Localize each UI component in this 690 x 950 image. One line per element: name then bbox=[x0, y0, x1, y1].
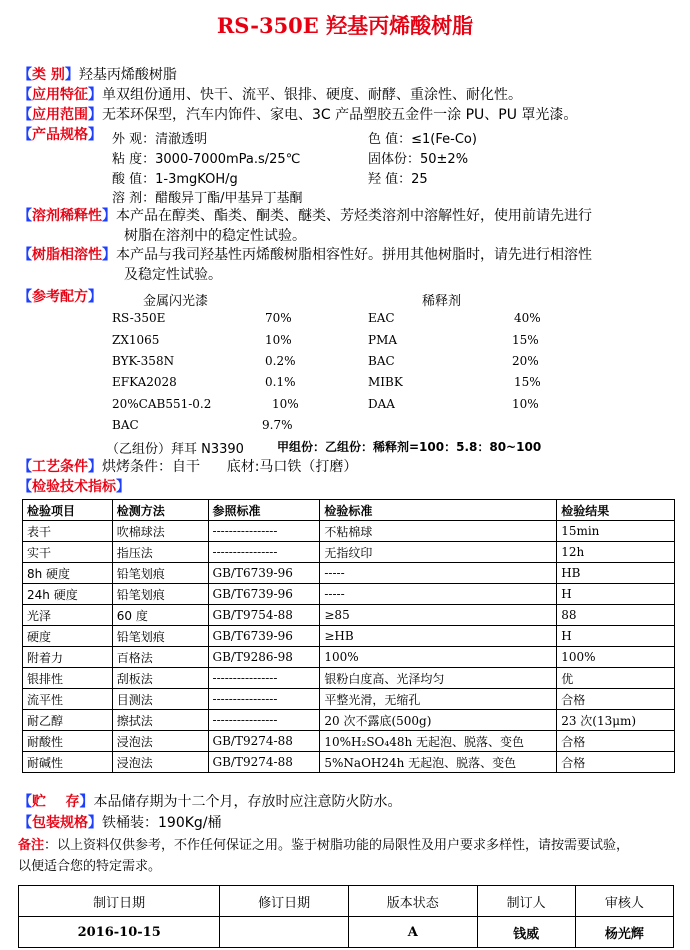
formula-left-value: 10% bbox=[272, 397, 299, 411]
formula-left-name: ZX1065 bbox=[112, 333, 160, 347]
formula-right-value: 40% bbox=[514, 311, 541, 325]
formula-right-value: 15% bbox=[512, 333, 539, 347]
label-formula: 参考配方 bbox=[32, 289, 88, 305]
formula-left-value: 0.1% bbox=[265, 375, 296, 389]
revision-header-cell: 制订日期 bbox=[19, 886, 220, 917]
table-cell: H bbox=[557, 626, 675, 647]
label-note: 备注 bbox=[18, 838, 45, 853]
table-cell: 5%NaOH24h 无起泡、脱落、变色 bbox=[320, 752, 557, 773]
table-cell: 浸泡法 bbox=[112, 731, 208, 752]
table-cell: 无指纹印 bbox=[320, 542, 557, 563]
table-row bbox=[23, 731, 675, 752]
section-storage: 【贮 存】本品储存期为十二个月，存放时应注意防火防水。 bbox=[18, 794, 402, 810]
table-cell: 优 bbox=[557, 668, 675, 689]
table-cell: ---------------- bbox=[208, 710, 320, 731]
table-row bbox=[23, 710, 675, 731]
table-cell: 百格法 bbox=[112, 647, 208, 668]
table-cell: HB bbox=[557, 563, 675, 584]
value-note-line2: 以便适合您的特定需求。 bbox=[18, 859, 162, 874]
label-features: 应用特征 bbox=[32, 87, 88, 103]
formula-right-name: DAA bbox=[368, 397, 395, 411]
table-cell: GB/T6739-96 bbox=[208, 563, 320, 584]
revision-header-row bbox=[19, 886, 674, 917]
table-cell: 铅笔划痕 bbox=[112, 563, 208, 584]
table-cell: ≥85 bbox=[320, 605, 557, 626]
table-cell: 10%H₂SO₄48h 无起泡、脱落、变色 bbox=[320, 731, 557, 752]
label-storage: 贮 存 bbox=[32, 794, 80, 810]
value-dilution-line2: 树脂在溶剂中的稳定性试验。 bbox=[124, 228, 306, 244]
table-row bbox=[23, 521, 675, 542]
test-header-cell: 参照标准 bbox=[208, 500, 320, 521]
value-category: 羟基丙烯酸树脂 bbox=[78, 67, 177, 83]
test-header-cell: 检验项目 bbox=[23, 500, 113, 521]
section-process: 【工艺条件】烘烤条件：自干 底材:马口铁（打磨） bbox=[18, 459, 358, 475]
test-header-cell: 检测方法 bbox=[112, 500, 208, 521]
table-row bbox=[23, 689, 675, 710]
table-cell: 表干 bbox=[23, 521, 113, 542]
formula-right-value: 10% bbox=[512, 397, 539, 411]
table-cell: 实干 bbox=[23, 542, 113, 563]
formula-left-name: 20%CAB551-0.2 bbox=[112, 397, 212, 411]
value-dilution-line1: 本产品在醇类、酯类、酮类、醚类、芳烃类溶剂中溶解性好，使用前请先进行 bbox=[116, 208, 592, 224]
formula-left-heading: 金属闪光漆 bbox=[143, 294, 209, 309]
revision-value-cell: 钱威 bbox=[477, 917, 575, 948]
section-compat: 【树脂相溶性】本产品与我司羟基性丙烯酸树脂相容性好。拼用其他树脂时，请先进行相溶性 bbox=[18, 247, 592, 263]
table-cell: 15min bbox=[557, 521, 675, 542]
revision-header-cell: 制订人 bbox=[477, 886, 575, 917]
value-features: 单双组份通用、快干、流平、银排、硬度、耐酵、重涂性、耐化性。 bbox=[102, 87, 522, 103]
table-cell: ----- bbox=[320, 563, 557, 584]
page-title: RS-350E 羟基丙烯酸树脂 bbox=[216, 13, 474, 38]
value-note-line1: ：以上资料仅供参考，不作任何保证之用。鉴于树脂功能的局限性及用户要求多样性，请按需要试验， bbox=[44, 838, 630, 853]
table-cell: 指压法 bbox=[112, 542, 208, 563]
revision-value-row bbox=[19, 917, 674, 948]
revision-header-cell: 修订日期 bbox=[220, 886, 349, 917]
table-cell: GB/T6739-96 bbox=[208, 584, 320, 605]
spec-solvent: 溶 剂：醋酸异丁酯/甲基异丁基酮 bbox=[112, 191, 303, 206]
table-cell: GB/T9274-88 bbox=[208, 731, 320, 752]
table-cell: ≥HB bbox=[320, 626, 557, 647]
formula-right-name: PMA bbox=[368, 333, 398, 347]
formula-b-component: （乙组份）拜耳 N3390 bbox=[106, 442, 244, 457]
table-cell: 100% bbox=[320, 647, 557, 668]
table-cell: ---------------- bbox=[208, 668, 320, 689]
label-process: 工艺条件 bbox=[32, 459, 88, 475]
section-package: 【包装规格】铁桶装：190Kg/桶 bbox=[18, 815, 222, 831]
test-header-cell: 检验结果 bbox=[557, 500, 675, 521]
formula-left-name: EFKA2028 bbox=[112, 375, 177, 389]
table-cell: 银排性 bbox=[23, 668, 113, 689]
test-table bbox=[22, 499, 675, 773]
revision-header-cell: 版本状态 bbox=[348, 886, 477, 917]
table-cell: 耐酸性 bbox=[23, 731, 113, 752]
formula-right-name: MIBK bbox=[368, 375, 403, 389]
table-cell: 不粘棉球 bbox=[320, 521, 557, 542]
table-cell: ---------------- bbox=[208, 689, 320, 710]
formula-right-name: EAC bbox=[368, 311, 395, 325]
table-row bbox=[23, 542, 675, 563]
table-cell: GB/T6739-96 bbox=[208, 626, 320, 647]
formula-left-name: BYK-358N bbox=[112, 354, 175, 368]
spec-color: 色 值：≤1(Fe-Co) bbox=[368, 132, 477, 147]
table-row bbox=[23, 626, 675, 647]
table-cell: 擦拭法 bbox=[112, 710, 208, 731]
label-package: 包装规格 bbox=[32, 815, 88, 831]
table-cell: 24h 硬度 bbox=[23, 584, 113, 605]
formula-right-value: 15% bbox=[514, 375, 541, 389]
table-cell: 23 次(13μm) bbox=[557, 710, 675, 731]
section-specs: 【产品规格】 bbox=[18, 127, 102, 143]
revision-value-cell: A bbox=[348, 917, 477, 948]
table-row bbox=[23, 647, 675, 668]
table-cell: 刮板法 bbox=[112, 668, 208, 689]
table-cell: 铅笔划痕 bbox=[112, 584, 208, 605]
table-cell: GB/T9754-88 bbox=[208, 605, 320, 626]
revision-value-cell: 杨光辉 bbox=[575, 917, 673, 948]
section-scope: 【应用范围】无苯环保型，汽车内饰件、家电、3C 产品塑胶五金件一涂 PU、PU 罩光漆。 bbox=[18, 107, 578, 123]
formula-left-value: 0.2% bbox=[265, 354, 296, 368]
table-cell: ----- bbox=[320, 584, 557, 605]
table-row bbox=[23, 752, 675, 773]
formula-ratio: 甲组份：乙组份：稀释剂=100：5.8：80~100 bbox=[277, 440, 542, 454]
spec-solid: 固体份：50±2% bbox=[368, 152, 469, 167]
table-cell: 银粉白度高、光泽均匀 bbox=[320, 668, 557, 689]
table-cell: 耐乙醇 bbox=[23, 710, 113, 731]
formula-left-value: 70% bbox=[265, 311, 292, 325]
section-formula: 【参考配方】 bbox=[18, 289, 102, 305]
table-cell: ---------------- bbox=[208, 542, 320, 563]
table-cell: 耐碱性 bbox=[23, 752, 113, 773]
value-storage: 本品储存期为十二个月，存放时应注意防火防水。 bbox=[93, 794, 402, 810]
table-cell: 平整光滑，无缩孔 bbox=[320, 689, 557, 710]
table-cell: 合格 bbox=[557, 752, 675, 773]
table-cell: 20 次不露底(500g) bbox=[320, 710, 557, 731]
value-package: 铁桶装：190Kg/桶 bbox=[102, 815, 222, 831]
value-process: 烘烤条件：自干 底材:马口铁（打磨） bbox=[102, 459, 358, 475]
spec-acid: 酸 值：1-3mgKOH/g bbox=[112, 172, 238, 187]
section-note bbox=[18, 836, 629, 855]
spec-viscosity: 粘 度：3000-7000mPa.s/25℃ bbox=[112, 152, 301, 167]
formula-left-name: RS-350E bbox=[112, 311, 166, 325]
table-cell: 88 bbox=[557, 605, 675, 626]
table-cell: ---------------- bbox=[208, 521, 320, 542]
table-cell: 合格 bbox=[557, 731, 675, 752]
formula-right-heading: 稀释剂 bbox=[422, 294, 462, 309]
section-test: 【检验技术指标】 bbox=[18, 479, 130, 495]
formula-left-value: 10% bbox=[265, 333, 292, 347]
table-cell: H bbox=[557, 584, 675, 605]
revision-value-cell: 2016-10-15 bbox=[19, 917, 220, 948]
table-cell: 流平性 bbox=[23, 689, 113, 710]
table-cell: 吹棉球法 bbox=[112, 521, 208, 542]
formula-right-name: BAC bbox=[368, 354, 395, 368]
label-compat: 树脂相溶性 bbox=[32, 247, 102, 263]
test-table-header bbox=[23, 500, 675, 521]
section-dilution: 【溶剂稀释性】本产品在醇类、酯类、酮类、醚类、芳烃类溶剂中溶解性好，使用前请先进行 bbox=[18, 208, 592, 224]
revision-value-cell bbox=[220, 917, 349, 948]
table-cell: 目测法 bbox=[112, 689, 208, 710]
label-test: 检验技术指标 bbox=[32, 479, 116, 495]
table-cell: 浸泡法 bbox=[112, 752, 208, 773]
table-cell: 8h 硬度 bbox=[23, 563, 113, 584]
table-cell: GB/T9286-98 bbox=[208, 647, 320, 668]
label-dilution: 溶剂稀释性 bbox=[32, 208, 102, 224]
spec-hydroxyl: 羟 值：25 bbox=[368, 172, 428, 187]
table-cell: 100% bbox=[557, 647, 675, 668]
label-specs: 产品规格 bbox=[32, 127, 88, 143]
table-cell: 12h bbox=[557, 542, 675, 563]
table-row bbox=[23, 584, 675, 605]
table-row bbox=[23, 563, 675, 584]
section-features: 【应用特征】单双组份通用、快干、流平、银排、硬度、耐酵、重涂性、耐化性。 bbox=[18, 87, 522, 103]
value-compat-line1: 本产品与我司羟基性丙烯酸树脂相容性好。拼用其他树脂时，请先进行相溶性 bbox=[116, 247, 592, 263]
table-row bbox=[23, 605, 675, 626]
value-scope: 无苯环保型，汽车内饰件、家电、3C 产品塑胶五金件一涂 PU、PU 罩光漆。 bbox=[102, 107, 578, 123]
value-compat-line2: 及稳定性试验。 bbox=[124, 267, 222, 283]
formula-left-value: 9.7% bbox=[262, 418, 293, 432]
spec-appearance: 外 观：清澈透明 bbox=[112, 132, 208, 147]
test-header-cell: 检验标准 bbox=[320, 500, 557, 521]
label-category: 类 别 bbox=[32, 67, 65, 83]
formula-left-name: BAC bbox=[112, 418, 139, 432]
table-cell: 光泽 bbox=[23, 605, 113, 626]
table-cell: 附着力 bbox=[23, 647, 113, 668]
table-row bbox=[23, 668, 675, 689]
label-scope: 应用范围 bbox=[32, 107, 88, 123]
revision-table bbox=[18, 885, 674, 948]
table-cell: 铅笔划痕 bbox=[112, 626, 208, 647]
table-cell: 合格 bbox=[557, 689, 675, 710]
section-category: 【类 别】羟基丙烯酸树脂 bbox=[18, 67, 177, 83]
revision-header-cell: 审核人 bbox=[575, 886, 673, 917]
table-cell: 硬度 bbox=[23, 626, 113, 647]
table-cell: 60 度 bbox=[112, 605, 208, 626]
formula-right-value: 20% bbox=[512, 354, 539, 368]
table-cell: GB/T9274-88 bbox=[208, 752, 320, 773]
